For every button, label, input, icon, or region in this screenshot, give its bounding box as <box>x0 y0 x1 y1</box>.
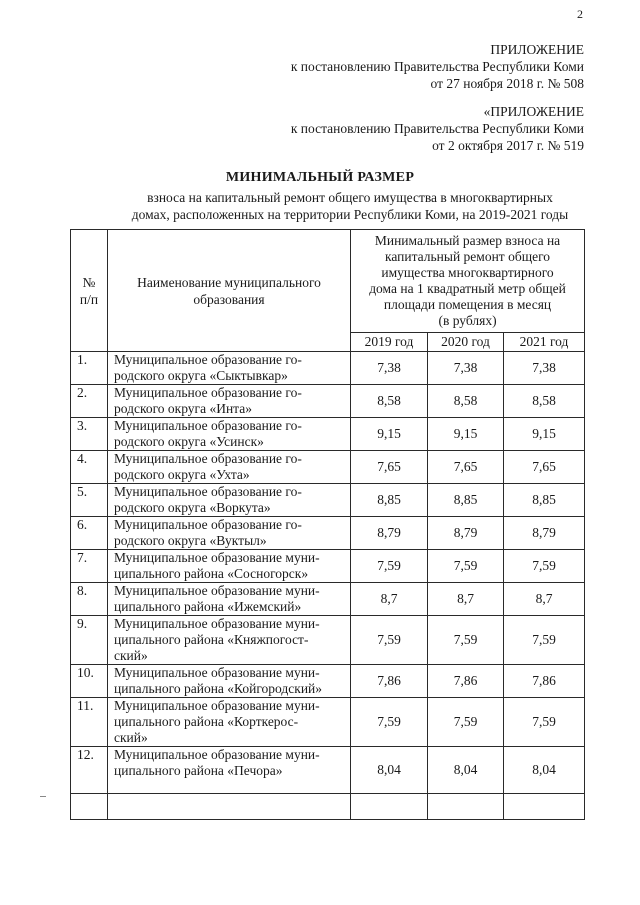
value-2020: 7,65 <box>428 451 504 484</box>
header-text: образования <box>193 291 265 307</box>
value-2019: 8,7 <box>351 583 428 616</box>
column-header-contribution <box>351 230 585 333</box>
value-2019: 8,04 <box>351 747 428 794</box>
municipality-name-line: ский» <box>114 648 148 663</box>
municipality-name-line: Муниципальное образование го- <box>114 352 302 367</box>
value-2019: 7,38 <box>351 352 428 385</box>
empty-cell <box>351 794 428 820</box>
original-appendix-header <box>291 103 584 154</box>
table-row <box>71 385 585 418</box>
municipality-name-line: ский» <box>114 730 148 745</box>
municipality-name-line: родского округа «Вуктыл» <box>114 533 267 548</box>
municipality-name <box>108 352 351 385</box>
value-2020: 7,59 <box>428 550 504 583</box>
value-2019: 7,59 <box>351 550 428 583</box>
header-text: Наименование муниципального <box>137 274 321 290</box>
value-2019: 9,15 <box>351 418 428 451</box>
value-2021: 8,7 <box>504 583 585 616</box>
header-text: п/п <box>79 291 99 307</box>
value-2020: 7,59 <box>428 616 504 665</box>
value-2020: 7,38 <box>428 352 504 385</box>
column-header-2020: 2020 год <box>428 333 504 352</box>
table-row <box>71 616 585 665</box>
original-appendix-resolution: к постановлению Правительства Республики Коми <box>290 121 584 136</box>
document-subtitle <box>70 189 630 223</box>
value-2021: 8,04 <box>504 747 585 794</box>
appendix-date: от 27 ноября 2018 г. № 508 <box>430 76 584 91</box>
value-2020: 8,85 <box>428 484 504 517</box>
appendix-header <box>291 41 584 92</box>
value-2021: 7,65 <box>504 451 585 484</box>
value-2019: 8,58 <box>351 385 428 418</box>
original-appendix-date: от 2 октября 2017 г. № 519 <box>432 138 584 153</box>
value-2021: 7,86 <box>504 665 585 698</box>
value-2020: 8,04 <box>428 747 504 794</box>
header-text: Минимальный размер взноса на <box>374 233 561 248</box>
municipality-name-line: родского округа «Воркута» <box>114 500 271 515</box>
row-number: 10. <box>71 665 108 698</box>
municipality-name-line: ципального района «Ижемский» <box>114 599 302 614</box>
table-row <box>71 352 585 385</box>
row-number: 1. <box>71 352 108 385</box>
municipality-name-line: родского округа «Инта» <box>114 401 252 416</box>
header-text: (в рублях) <box>438 313 497 328</box>
header-text: дома на 1 квадратный метр общей <box>369 281 566 296</box>
municipality-name <box>108 451 351 484</box>
row-number: 12. <box>71 747 108 794</box>
subtitle-line: домах, расположенных на территории Республики Коми, на 2019-2021 годы <box>131 207 569 222</box>
municipality-name-line: Муниципальное образование муни- <box>114 698 320 713</box>
table-row <box>71 698 585 747</box>
municipality-name <box>108 418 351 451</box>
value-2020: 9,15 <box>428 418 504 451</box>
column-header-name <box>108 230 351 352</box>
value-2021: 8,85 <box>504 484 585 517</box>
table-row <box>71 665 585 698</box>
municipality-name <box>108 550 351 583</box>
value-2019: 7,59 <box>351 616 428 665</box>
municipality-name-line: ципального района «Печора» <box>114 763 283 778</box>
value-2020: 8,79 <box>428 517 504 550</box>
row-number: 3. <box>71 418 108 451</box>
row-number: 6. <box>71 517 108 550</box>
municipality-name-line: ципального района «Корткерос- <box>114 714 299 729</box>
municipality-name-line: Муниципальное образование муни- <box>114 550 320 565</box>
empty-cell <box>504 794 585 820</box>
municipality-name-line: Муниципальное образование го- <box>114 385 302 400</box>
municipality-name-line: родского округа «Усинск» <box>114 434 264 449</box>
row-number: 11. <box>71 698 108 747</box>
municipality-name-line: Муниципальное образование го- <box>114 451 302 466</box>
municipality-name-line: Муниципальное образование го- <box>114 484 302 499</box>
row-number: 7. <box>71 550 108 583</box>
table-row-empty <box>71 794 585 820</box>
row-number: 2. <box>71 385 108 418</box>
value-2021: 8,79 <box>504 517 585 550</box>
original-appendix-title: «ПРИЛОЖЕНИЕ <box>483 104 584 119</box>
municipality-name-line: Муниципальное образование муни- <box>114 747 320 762</box>
municipality-name-line: Муниципальное образование го- <box>114 517 302 532</box>
row-number: 4. <box>71 451 108 484</box>
value-2020: 7,59 <box>428 698 504 747</box>
municipality-name-line: ципального района «Княжпогост- <box>114 632 309 647</box>
value-2021: 9,15 <box>504 418 585 451</box>
header-text: № <box>82 274 96 290</box>
table-row <box>71 484 585 517</box>
municipality-name-line: родского округа «Ухта» <box>114 467 250 482</box>
margin-mark <box>40 796 46 797</box>
header-text: площади помещения в месяц <box>383 297 552 312</box>
table-row <box>71 583 585 616</box>
row-number: 8. <box>71 583 108 616</box>
municipality-name <box>108 747 351 794</box>
page-number: 2 <box>577 7 583 21</box>
municipality-name <box>108 583 351 616</box>
municipality-name <box>108 385 351 418</box>
value-2020: 8,58 <box>428 385 504 418</box>
municipality-name <box>108 665 351 698</box>
value-2019: 8,79 <box>351 517 428 550</box>
municipality-name <box>108 698 351 747</box>
municipality-name-line: Муниципальное образование муни- <box>114 665 320 680</box>
value-2021: 7,59 <box>504 550 585 583</box>
header-text: капитальный ремонт общего <box>384 249 551 264</box>
document-title: МИНИМАЛЬНЫЙ РАЗМЕР <box>225 170 415 185</box>
municipality-name-line: Муниципальное образование муни- <box>114 616 320 631</box>
table-row <box>71 418 585 451</box>
contribution-table <box>70 229 585 820</box>
column-header-2019: 2019 год <box>351 333 428 352</box>
value-2019: 7,65 <box>351 451 428 484</box>
municipality-name <box>108 484 351 517</box>
empty-cell <box>71 794 108 820</box>
value-2021: 7,59 <box>504 616 585 665</box>
header-text: имущества многоквартирного <box>381 265 554 280</box>
table-row <box>71 517 585 550</box>
table-row <box>71 550 585 583</box>
value-2019: 7,86 <box>351 665 428 698</box>
value-2020: 8,7 <box>428 583 504 616</box>
value-2019: 8,85 <box>351 484 428 517</box>
municipality-name-line: Муниципальное образование го- <box>114 418 302 433</box>
municipality-name-line: ципального района «Койгородский» <box>114 681 323 696</box>
table-row <box>71 451 585 484</box>
empty-cell <box>428 794 504 820</box>
value-2021: 8,58 <box>504 385 585 418</box>
column-header-number <box>71 230 108 352</box>
subtitle-line: взноса на капитальный ремонт общего имущества в многоквартирных <box>147 190 553 205</box>
row-number: 9. <box>71 616 108 665</box>
municipality-name-line: Муниципальное образование муни- <box>114 583 320 598</box>
appendix-resolution: к постановлению Правительства Республики Коми <box>290 59 584 74</box>
column-header-2021: 2021 год <box>504 333 585 352</box>
value-2020: 7,86 <box>428 665 504 698</box>
appendix-title: ПРИЛОЖЕНИЕ <box>490 42 584 57</box>
municipality-name-line: ципального района «Сосногорск» <box>114 566 309 581</box>
value-2019: 7,59 <box>351 698 428 747</box>
municipality-name <box>108 517 351 550</box>
row-number: 5. <box>71 484 108 517</box>
municipality-name <box>108 616 351 665</box>
value-2021: 7,38 <box>504 352 585 385</box>
empty-cell <box>108 794 351 820</box>
value-2021: 7,59 <box>504 698 585 747</box>
table-row <box>71 747 585 794</box>
municipality-name-line: родского округа «Сыктывкар» <box>114 368 288 383</box>
